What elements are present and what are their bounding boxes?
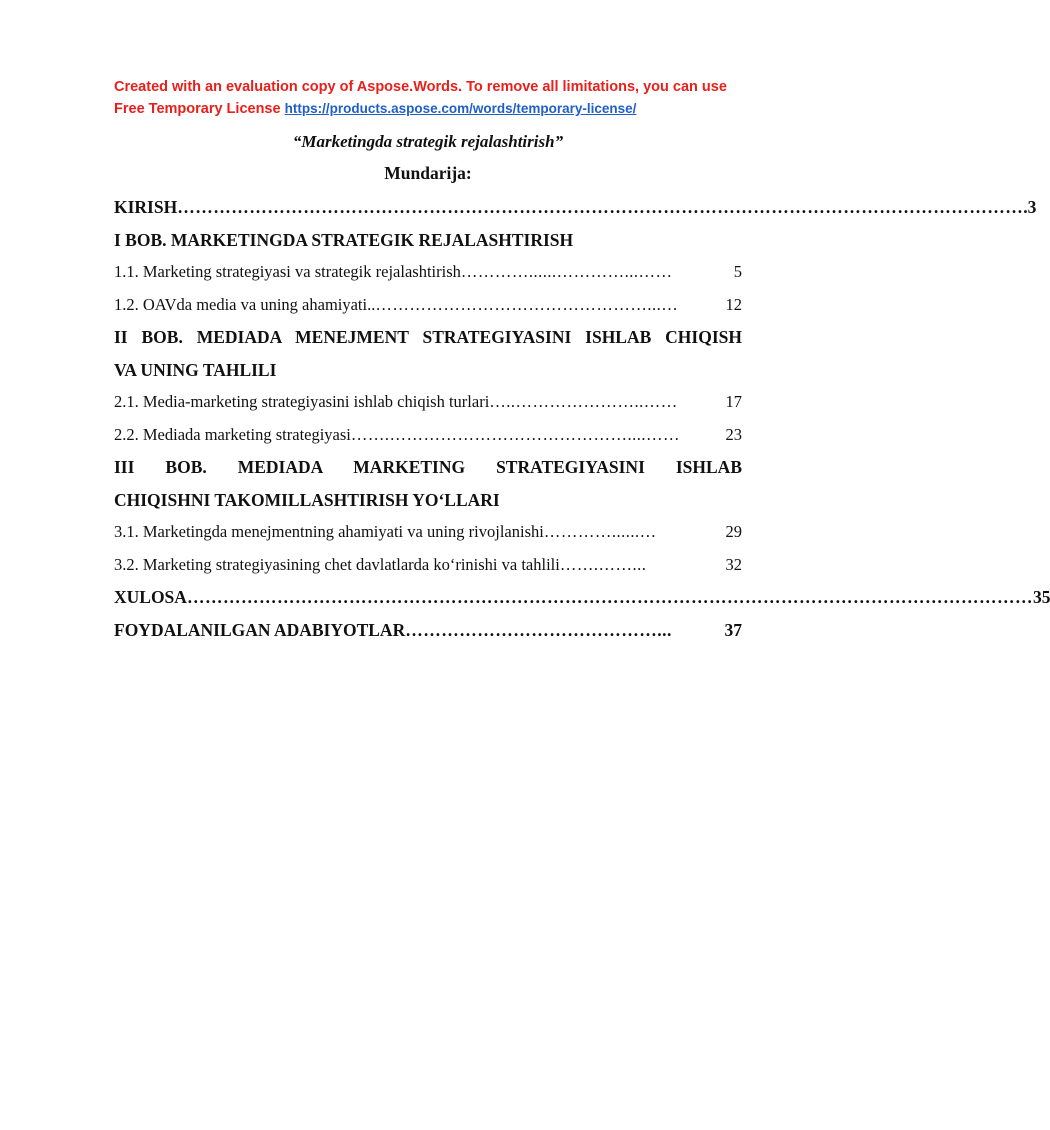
temporary-license-link[interactable]: https://products.aspose.com/words/temporary-license/ — [284, 101, 637, 116]
toc-leader-dots: ……………………………………... — [405, 619, 672, 640]
evaluation-notice — [114, 77, 754, 120]
toc-page-number: 32 — [725, 554, 742, 574]
toc-page-number: 23 — [725, 424, 742, 444]
toc-entry-label: 1.1. Marketing strategiyasi va strategik rejalashtirish — [114, 262, 461, 281]
toc-page-number: 17 — [725, 392, 742, 411]
toc-entry-kirish[interactable] — [114, 191, 1037, 224]
toc-entry-label: 2.1. Media-marketing strategiyasini ishlab chiqish turlari — [114, 392, 490, 411]
toc-chapter-label-line2: VA UNING TAHLILI — [114, 359, 277, 380]
toc-leader-dots: …………......…………...…… — [460, 262, 673, 281]
toc-chapter-3[interactable] — [114, 451, 742, 516]
toc-chapter-label-line2: CHIQISHNI TAKOMILLASHTIRISH YO‘LLARI — [114, 489, 500, 510]
toc-chapter-label-line1: II BOB. MEDIADA MENEJMENT STRATEGIYASINI ISHLAB CHIQISH — [114, 327, 742, 347]
toc-page-number: .3 — [1023, 197, 1037, 217]
toc-leader-dots: …….……... — [559, 554, 647, 574]
document-body — [114, 128, 1050, 646]
toc-chapter-label: I BOB. MARKETINGDA STRATEGIK REJALASHTIRISH — [114, 229, 574, 250]
toc-page-number: 37 — [724, 619, 742, 640]
toc-entry-label: FOYDALANILGAN ADABIYOTLAR — [114, 619, 406, 640]
evaluation-notice-line2 — [114, 98, 754, 120]
toc-entry-label: XULOSA — [114, 587, 187, 607]
toc-entry-xulosa[interactable] — [114, 581, 1050, 614]
toc-page-number: 35 — [1032, 587, 1050, 607]
toc-entry-2-2[interactable] — [114, 419, 742, 452]
toc-leader-dots: …………......… — [543, 522, 657, 541]
toc-entry-label: 3.1. Marketingda menejmentning ahamiyati va uning rivojlanishi — [114, 522, 544, 541]
toc-entry-label: 2.2. Mediada marketing strategiyasi — [114, 424, 351, 444]
toc-entry-3-2[interactable] — [114, 549, 742, 582]
toc-entry-1-2[interactable] — [114, 289, 742, 322]
toc-chapter-2[interactable] — [114, 321, 742, 386]
toc-heading: Mundarija: — [384, 163, 472, 183]
toc-entry-label: KIRISH — [114, 197, 178, 217]
toc-entry-1-1[interactable] — [114, 256, 742, 289]
toc-entry-2-1[interactable] — [114, 386, 742, 419]
toc-leader-dots: …….……………………………………....…… — [350, 424, 681, 444]
toc-page-number: 12 — [725, 294, 742, 314]
toc-page-number: 29 — [725, 522, 742, 541]
toc-entry-label: 1.2. OAVda media va uning ahamiyati.. — [114, 294, 376, 314]
toc-page-number: 5 — [733, 262, 742, 281]
toc-leader-dots: …………………………………………………………………………………………………………………………… — [186, 587, 1033, 607]
toc-leader-dots: …………………………………………...… — [375, 294, 679, 314]
table-of-contents — [114, 191, 1050, 646]
document-title: “Marketingda strategik rejalashtirish” — [292, 132, 564, 151]
toc-leader-dots: …………………………………………………………………………………………………………………………… — [177, 197, 1024, 217]
evaluation-notice-line1: Created with an evaluation copy of Aspose.Words. To remove all limitations, you can use — [114, 79, 727, 95]
toc-chapter-1[interactable] — [114, 224, 742, 257]
toc-entry-3-1[interactable] — [114, 516, 742, 549]
toc-entry-label: 3.2. Marketing strategiyasining chet davlatlarda ko‘rinishi va tahlili — [114, 554, 560, 574]
toc-entry-adabiyotlar[interactable] — [114, 614, 742, 647]
toc-leader-dots: …..…………………..…… — [489, 392, 678, 411]
toc-chapter-label-line1: III BOB. MEDIADA MARKETING STRATEGIYASINI ISHLAB — [114, 457, 742, 477]
license-label: Free Temporary License — [114, 101, 285, 117]
